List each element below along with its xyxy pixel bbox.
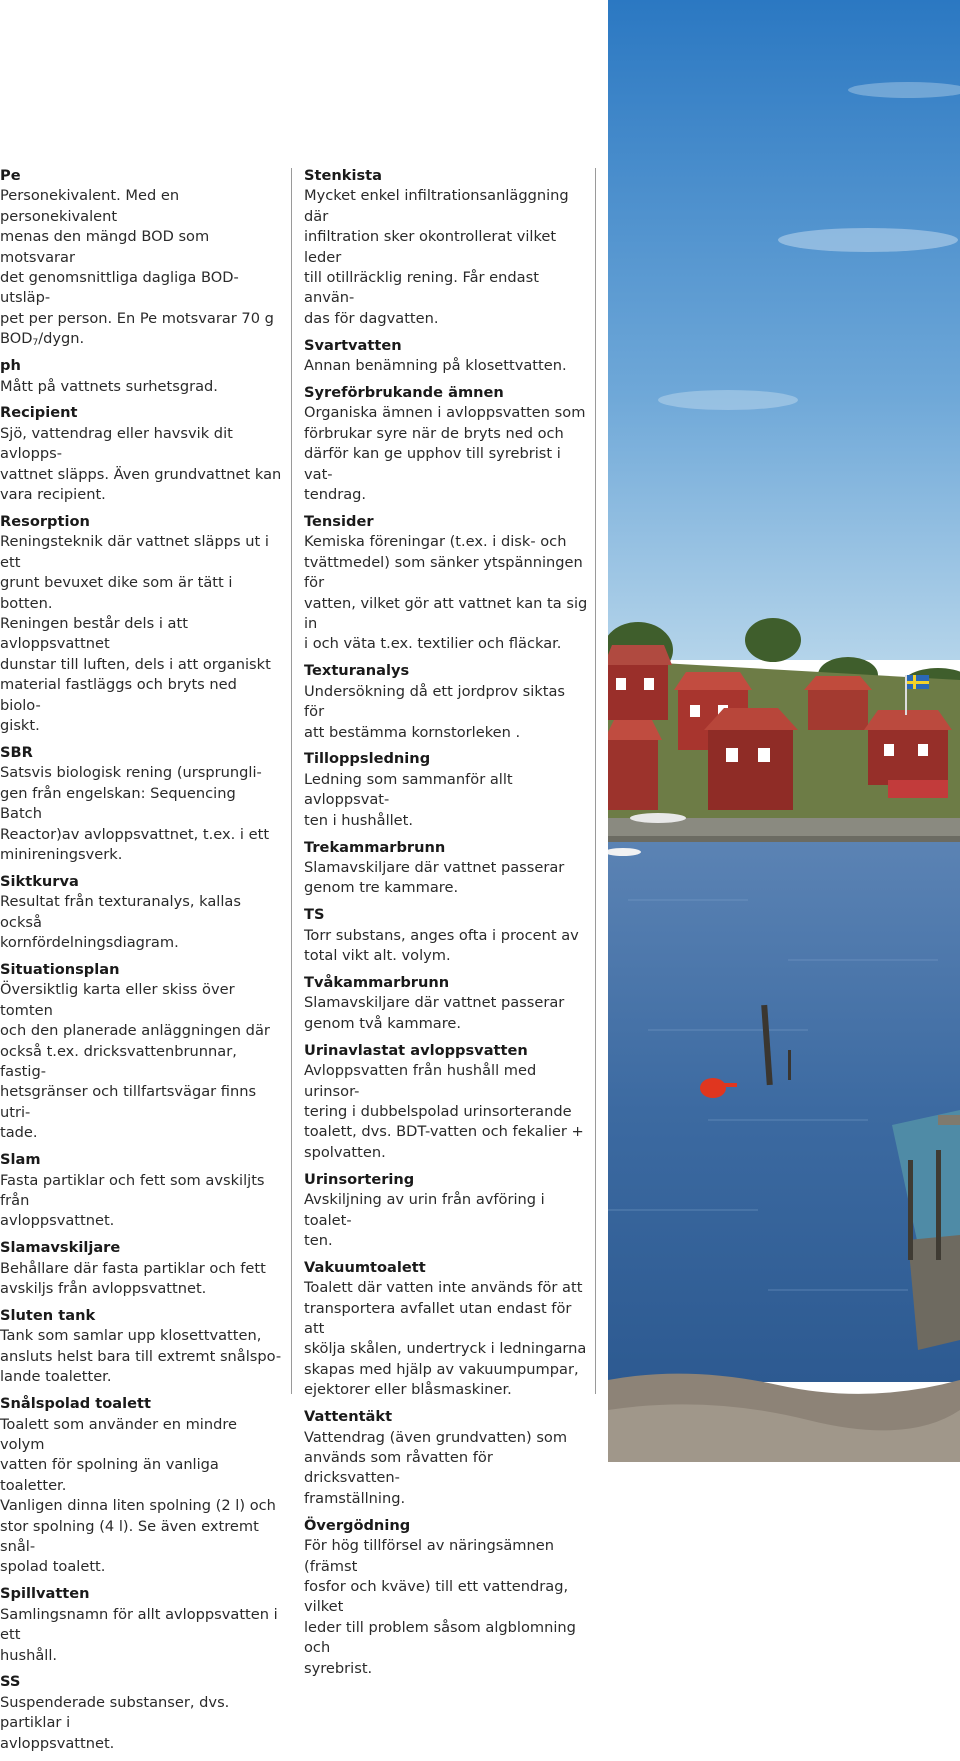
glossary-entry [304, 1258, 588, 1401]
glossary-entry [304, 1516, 588, 1679]
glossary-definition: Översiktlig karta eller skiss över tomten och den planerade anläggningen där också t.ex. dricksvattenbrunnar, fastig- hetsgränser och tillfartsvägar finns utri- tade. [0, 981, 270, 1142]
glossary-entry [0, 872, 282, 954]
buoy [700, 1078, 726, 1098]
glossary-term: Svartvatten [304, 336, 402, 354]
glossary-definition: Organiska ämnen i avloppsvatten som förbrukar syre när de bryts ned och därför kan ge upphov till syrebrist i vat- tendrag. [304, 404, 586, 504]
glossary-term: Recipient [0, 404, 78, 422]
harbor-village-photo [608, 0, 960, 1462]
glossary-term: Tilloppsledning [304, 750, 431, 768]
glossary-term: Tvåkammarbrunn [304, 974, 450, 992]
glossary-term: Vattentäkt [304, 1408, 393, 1426]
glossary-term: Trekammarbrunn [304, 838, 446, 856]
glossary-definition: Slamavskiljare där vattnet passerar genom tre kammare. [304, 859, 565, 897]
glossary-entry [304, 973, 588, 1034]
glossary-definition: Mycket enkel infiltrationsanläggning där infiltration sker okontrollerat vilket leder till otillräcklig rening. Får endast använ- das för dagvatten. [304, 187, 569, 327]
glossary-entry [304, 1407, 588, 1509]
glossary-definition: Resultat från texturanalys, kallas också kornfördelningsdiagram. [0, 893, 241, 952]
photo-illustration [608, 0, 960, 1462]
glossary-term: Urinsortering [304, 1170, 415, 1188]
glossary-entry [304, 383, 588, 505]
glossary-entry [0, 1150, 282, 1232]
glossary-definition: Toalett som använder en mindre volym vatten för spolning än vanliga toaletter. Vanligen dinna liten spolning (2 l) och stor spolning (4 l). Se även extremt snål- spolad toalett. [0, 1415, 276, 1576]
glossary-term: TS [304, 906, 325, 924]
glossary-column-middle [304, 166, 588, 1685]
column-divider [291, 168, 292, 1394]
glossary-term: Tensider [304, 513, 374, 530]
glossary-entry [304, 749, 588, 831]
glossary-definition: Annan benämning på klosettvatten. [304, 357, 567, 375]
glossary-term: Slam [0, 1151, 41, 1169]
glossary-definition: Personekivalent. Med en personekivalent menas den mängd BOD som motsvarar det genomsnittliga dagliga BOD-utsläp- pet per person. En Pe motsvarar 70 g $BOD_7$/dygn. [0, 187, 274, 349]
glossary-definition: Samlingsnamn för allt avloppsvatten i ett hushåll. [0, 1605, 278, 1664]
glossary-definition: Fasta partiklar och fett som avskiljts från avloppsvattnet. [0, 1171, 265, 1230]
glossary-definition: Torr substans, anges ofta i procent av total vikt alt. volym. [304, 926, 579, 965]
water [608, 842, 960, 1382]
glossary-term: Pe [0, 167, 21, 184]
glossary-term: SBR [0, 743, 33, 761]
glossary-entry [304, 905, 588, 966]
glossary-definition: Ledning som sammanför allt avloppsvat- ten i hushållet. [304, 770, 513, 829]
glossary-term: Vakuumtoalett [304, 1258, 426, 1276]
glossary-definition: Suspenderade substanser, dvs. partiklar i avloppsvattnet. [0, 1693, 230, 1752]
glossary-entry [0, 166, 282, 350]
glossary-term: Texturanalys [304, 662, 410, 680]
glossary-definition: Kemiska föreningar (t.ex. i disk- och tvättmedel) som sänker ytspänningen för vatten, vilket gör att vattnet kan ta sig in i och väta t.ex. textilier och fläckar. [304, 533, 588, 653]
glossary-definition: Satsvis biologisk rening (ursprungli- gen från engelskan: Sequencing Batch Reactor)av avloppsvattnet, t.ex. i ett minireningsverk. [0, 764, 270, 863]
glossary-entry [0, 1394, 282, 1578]
glossary-definition: Avskiljning av urin från avföring i toalet- ten. [304, 1191, 545, 1249]
glossary-definition: Behållare där fasta partiklar och fett avskiljs från avloppsvattnet. [0, 1259, 266, 1298]
glossary-definition: Tank som samlar upp klosettvatten, ansluts helst bara till extremt snålspo- lande toaletter. [0, 1327, 282, 1386]
glossary-entry [304, 336, 588, 377]
glossary-term: ph [0, 357, 21, 375]
glossary-entry [304, 838, 588, 899]
glossary-definition: Avloppsvatten från hushåll med urinsor- tering i dubbelspolad urinsorterande toalett, dvs. BDT-vatten och fekalier + spolvatten. [304, 1062, 584, 1161]
glossary-entry [0, 1584, 282, 1666]
glossary-entry [0, 1306, 282, 1388]
glossary-entry [0, 403, 282, 505]
glossary-entry [0, 512, 282, 736]
glossary-term: Slamavskiljare [0, 1239, 121, 1257]
glossary-entry [0, 1672, 282, 1754]
column-divider-right [595, 168, 596, 1394]
glossary-term: Syreförbrukande ämnen [304, 384, 504, 402]
glossary-term: Spillvatten [0, 1585, 90, 1603]
glossary-entry [0, 1238, 282, 1299]
glossary-term: Siktkurva [0, 872, 79, 890]
glossary-term: Urinavlastat avloppsvatten [304, 1041, 528, 1059]
sky [608, 0, 960, 660]
glossary-definition: Vattendrag (även grundvatten) som används som råvatten för dricksvatten- framställning. [304, 1428, 568, 1507]
glossary-entry [304, 166, 588, 329]
glossary-entry [0, 356, 282, 397]
glossary-entry [304, 512, 588, 655]
glossary-term: SS [0, 1673, 21, 1691]
glossary-definition: Sjö, vattendrag eller havsvik dit avlopps- vattnet släpps. Även grundvattnet kan vara recipient. [0, 424, 282, 504]
glossary-definition: Reningsteknik där vattnet släpps ut i ett grunt bevuxet dike som är tätt i botten. Reningen består dels i att avloppsvattnet dunstar till luften, dels i att organiskt material fastläggs och bryts ned biolo- giskt. [0, 533, 271, 735]
glossary-term: Resorption [0, 513, 90, 530]
glossary-definition: För hög tillförsel av näringsämnen (främst fosfor och kväve) till ett vattendrag, vilket leder till problem såsom algblomning och syrebrist. [304, 1537, 576, 1677]
glossary-term: Stenkista [304, 167, 382, 184]
glossary-definition: Undersökning då ett jordprov siktas för att bestämma kornstorleken . [304, 682, 566, 741]
glossary-term: Situationsplan [0, 961, 120, 979]
glossary-definition: Mått på vattnets surhetsgrad. [0, 377, 218, 395]
glossary-entry [0, 743, 282, 865]
glossary-term: Sluten tank [0, 1307, 96, 1325]
glossary-entry [304, 1041, 588, 1163]
glossary-term: Övergödning [304, 1516, 411, 1534]
glossary-entry [304, 1170, 588, 1252]
glossary-term: Snålspolad toalett [0, 1395, 151, 1413]
glossary-column-left [0, 166, 282, 1761]
glossary-definition: Toalett där vatten inte används för att transportera avfallet utan endast för att skölja skålen, undertryck i ledningarna skapas med hjälp av vakuumpumpar, ejektorer eller blåsmaskiner. [304, 1279, 587, 1399]
glossary-entry [304, 661, 588, 743]
glossary-entry [0, 960, 282, 1144]
glossary-definition: Slamavskiljare där vattnet passerar genom två kammare. [304, 994, 565, 1032]
